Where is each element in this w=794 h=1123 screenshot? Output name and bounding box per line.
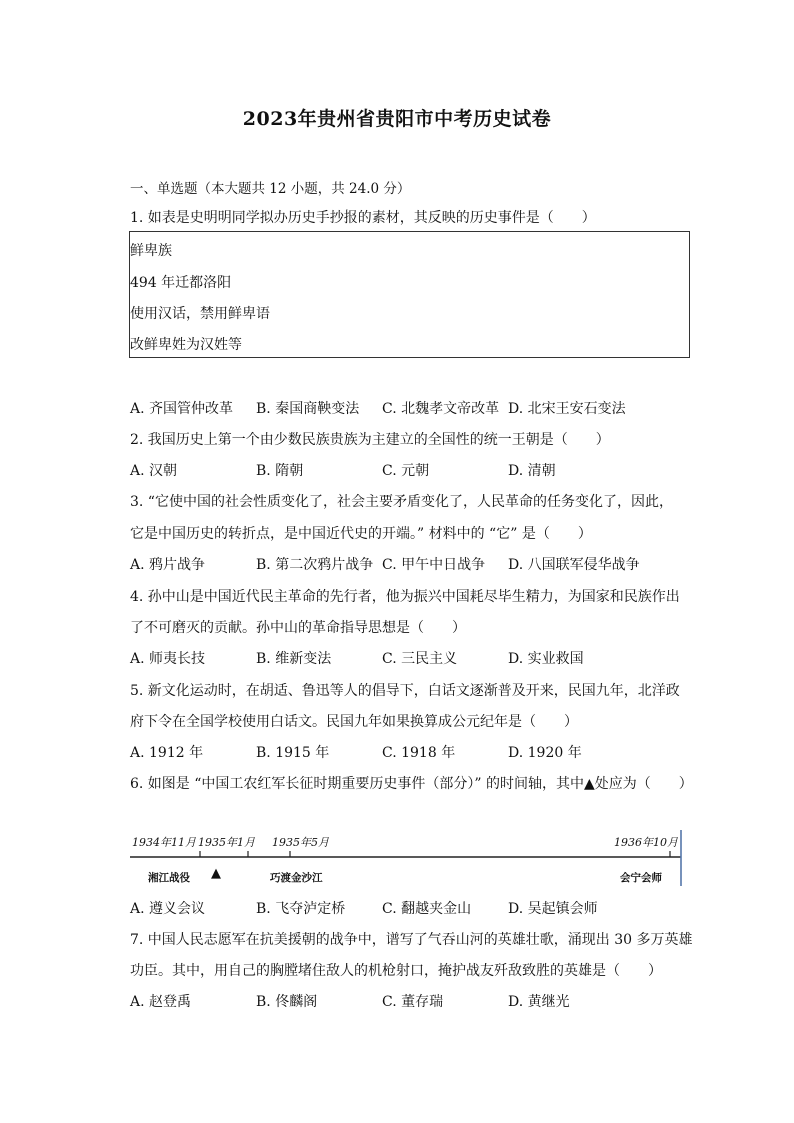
question-4-option-a[interactable]: A. 师夷长技 — [130, 651, 206, 667]
question-3-stem-line-1: 3. “它使中国的社会性质变化了，社会主要矛盾变化了，人民革命的任务变化了，因此， — [130, 494, 673, 510]
section-heading: 一、单选题（本大题共 12 小题，共 24.0 分） — [130, 181, 411, 197]
question-5-option-d[interactable]: D. 1920 年 — [508, 745, 582, 761]
question-4-option-c[interactable]: C. 三民主义 — [382, 651, 458, 667]
timeline-date: 1935年5月 — [272, 836, 329, 849]
question-2-option-b[interactable]: B. 隋朝 — [256, 463, 304, 479]
question-2-option-a[interactable]: A. 汉朝 — [130, 463, 178, 479]
question-4-stem-line-1: 4. 孙中山是中国近代民主革命的先行者，他为振兴中国耗尽毕生精力，为国家和民族作出 — [130, 589, 680, 605]
question-3-option-a[interactable]: A. 鸦片战争 — [130, 557, 206, 573]
question-2-option-c[interactable]: C. 元朝 — [382, 463, 430, 479]
question-5-stem-line-2: 府下令在全国学校使用白话文。民国九年如果换算成公元纪年是（ ） — [130, 714, 578, 730]
question-3-option-b[interactable]: B. 第二次鸦片战争 — [256, 557, 374, 573]
question-5-option-c[interactable]: C. 1918 年 — [382, 745, 456, 761]
question-6-option-d[interactable]: D. 吴起镇会师 — [508, 901, 598, 917]
material-row: 使用汉话，禁用鲜卑语 — [130, 306, 270, 322]
question-7-option-d[interactable]: D. 黄继光 — [508, 994, 570, 1010]
exam-title: 2023年贵州省贵阳市中考历史试卷 — [242, 108, 552, 130]
timeline-date: 1934年11月 — [132, 836, 196, 849]
question-7-stem-line-1: 7. 中国人民志愿军在抗美援朝的战争中，谱写了气吞山河的英雄壮歌，涌现出 30 多万英雄 — [130, 932, 693, 948]
question-5-option-b[interactable]: B. 1915 年 — [256, 745, 330, 761]
question-6-option-a[interactable]: A. 遵义会议 — [130, 901, 206, 917]
question-3-stem-line-2: 它是中国历史的转折点，是中国近代史的开端。” 材料中的 “它” 是（ ） — [130, 526, 592, 542]
question-4-option-d[interactable]: D. 实业救国 — [508, 651, 584, 667]
material-row: 494 年迁都洛阳 — [130, 275, 232, 291]
question-7-option-b[interactable]: B. 佟麟阁 — [256, 994, 318, 1010]
long-march-timeline — [130, 828, 690, 890]
timeline-event: 会宁会师 — [620, 872, 662, 884]
timeline-date: 1936年10月 — [614, 836, 678, 849]
question-1-stem: 1. 如表是史明明同学拟办历史手抄报的素材，其反映的历史事件是（ ） — [130, 210, 596, 226]
question-2-stem: 2. 我国历史上第一个由少数民族贵族为主建立的全国性的统一王朝是（ ） — [130, 432, 610, 448]
timeline-date: 1935年1月 — [198, 836, 255, 849]
timeline-event: 湘江战役 — [148, 872, 190, 884]
timeline-event: 巧渡金沙江 — [270, 872, 323, 884]
question-5-option-a[interactable]: A. 1912 年 — [130, 745, 204, 761]
question-1-option-a[interactable]: A. 齐国管仲改革 — [130, 401, 234, 417]
question-6-option-b[interactable]: B. 飞夺泸定桥 — [256, 901, 346, 917]
material-row: 鲜卑族 — [130, 243, 172, 259]
question-7-option-c[interactable]: C. 董存瑞 — [382, 994, 444, 1010]
question-3-option-d[interactable]: D. 八国联军侵华战争 — [508, 557, 640, 573]
question-2-option-d[interactable]: D. 清朝 — [508, 463, 556, 479]
question-6-stem: 6. 如图是 “中国工农红军长征时期重要历史事件（部分）” 的时间轴，其中▲处应为（ ） — [130, 776, 693, 792]
question-6-option-c[interactable]: C. 翻越夹金山 — [382, 901, 472, 917]
question-4-option-b[interactable]: B. 维新变法 — [256, 651, 332, 667]
question-1-material-table — [129, 231, 690, 358]
question-1-option-b[interactable]: B. 秦国商鞅变法 — [256, 401, 360, 417]
question-1-option-c[interactable]: C. 北魏孝文帝改革 — [382, 401, 500, 417]
question-4-stem-line-2: 了不可磨灭的贡献。孙中山的革命指导思想是（ ） — [130, 620, 466, 636]
timeline-blank-triangle: ▲ — [211, 866, 221, 881]
question-3-option-c[interactable]: C. 甲午中日战争 — [382, 557, 486, 573]
question-5-stem-line-1: 5. 新文化运动时，在胡适、鲁迅等人的倡导下，白话文逐渐普及开来，民国九年，北洋政 — [130, 683, 680, 699]
question-7-stem-line-2: 功臣。其中，用自己的胸膛堵住敌人的机枪射口，掩护战友歼敌致胜的英雄是（ ） — [130, 963, 662, 979]
material-row: 改鲜卑姓为汉姓等 — [130, 337, 242, 353]
question-7-option-a[interactable]: A. 赵登禹 — [130, 994, 192, 1010]
question-1-option-d[interactable]: D. 北宋王安石变法 — [508, 401, 626, 417]
